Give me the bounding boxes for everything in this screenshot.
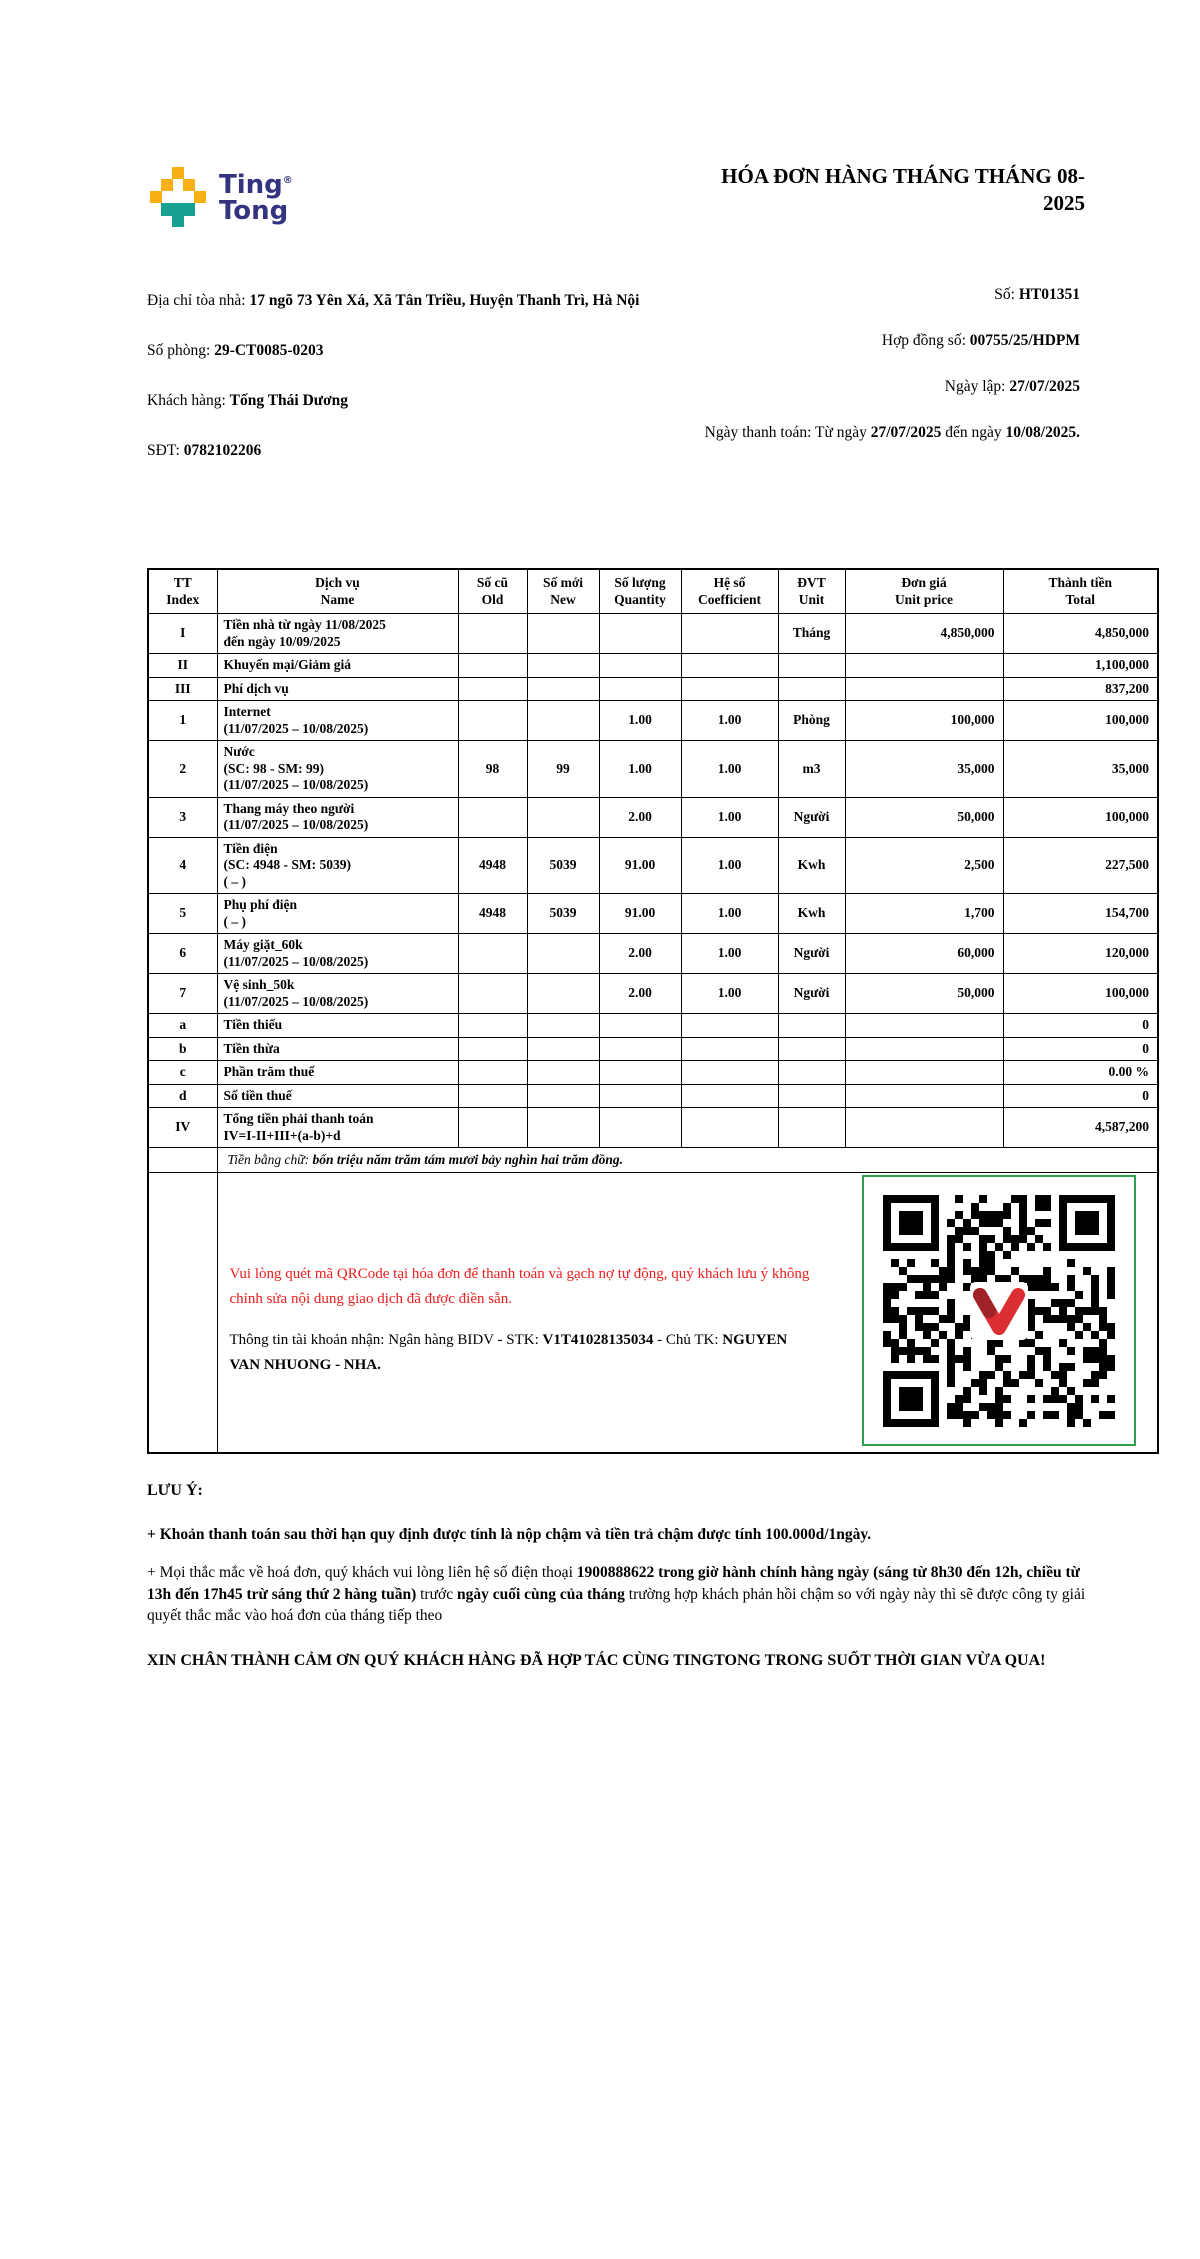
amount-in-words-row (148, 1148, 1158, 1173)
table-row: 4 Tiền điện (SC: 4948 - SM: 5039) ( – ) 4948 5039 91.00 1.00 Kwh 2,500 227,500 (148, 837, 1158, 894)
info-line: Số: HT01351 (994, 286, 1080, 303)
table-row: b Tiền thừa 0 (148, 1037, 1158, 1061)
table-row: 5 Phụ phí điện ( – ) 4948 5039 91.00 1.00 Kwh 1,700 154,700 (148, 894, 1158, 934)
column-header: ĐVT Unit (778, 569, 845, 614)
table-row: c Phần trăm thuế 0.00 % (148, 1061, 1158, 1085)
footer-notes (147, 1480, 1087, 1673)
thank-you-note: XIN CHÂN THÀNH CẢM ƠN QUÝ KHÁCH HÀNG ĐÃ HỢP TÁC CÙNG TINGTONG TRONG SUỐT THỜI GIAN VỪA QUA! (147, 1651, 1046, 1669)
table-row: II Khuyến mại/Giảm giá 1,100,000 (148, 654, 1158, 678)
column-header: Số cũ Old (458, 569, 527, 614)
tingtong-logo (150, 165, 293, 227)
column-header: Đơn giá Unit price (845, 569, 1003, 614)
table-row: a Tiền thiếu 0 (148, 1014, 1158, 1038)
table-row: d Số tiền thuế 0 (148, 1084, 1158, 1108)
payment-instructions (230, 1261, 820, 1377)
info-line: SĐT: 0782102206 (147, 442, 262, 459)
notes-heading: LƯU Ý: (147, 1482, 203, 1499)
table-row: 2 Nước (SC: 98 - SM: 99) (11/07/2025 – 10/08/2025) 98 99 1.00 1.00 m3 35,000 35,000 (148, 741, 1158, 798)
column-header: TT Index (148, 569, 217, 614)
column-header: Số mới New (527, 569, 599, 614)
invoice-table-header (148, 569, 1158, 614)
hotline-note: + Mọi thắc mắc về hoá đơn, quý khách vui lòng liên hệ số điện thoại 1900888622 trong giờ hành chính hàng ngày (sáng từ 8h30 đến 12h, chiều từ 13h đến 17h45 trừ sáng thứ 2 hàng tuần) trước ngày cuối cùng của tháng trường hợp khách phản hồi chậm so với ngày này thì sẽ được công ty giải quyết thắc mắc vào hoá đơn của tháng tiếp theo (147, 1564, 1086, 1624)
invoice-title: HÓA ĐƠN HÀNG THÁNG THÁNG 08- 2025 (721, 164, 1085, 215)
qr-code-image (883, 1195, 1115, 1427)
invoice-table (147, 568, 1159, 1454)
column-header: Số lượng Quantity (599, 569, 681, 614)
table-row: I Tiền nhà từ ngày 11/08/2025 đến ngày 10/09/2025 Tháng 4,850,000 4,850,000 (148, 614, 1158, 654)
table-row: 6 Máy giặt_60k (11/07/2025 – 10/08/2025) 2.00 1.00 Người 60,000 120,000 (148, 934, 1158, 974)
qr-row (148, 1173, 1158, 1454)
qr-code (862, 1175, 1136, 1446)
info-line: Ngày thanh toán: Từ ngày 27/07/2025 đến ngày 10/08/2025. (704, 424, 1080, 441)
tingtong-logo-icon (150, 165, 207, 227)
invoice-table-body (148, 614, 1158, 1148)
amount-in-words: Tiền bằng chữ: bốn triệu năm trăm tám mươi bảy nghìn hai trăm đồng. (217, 1148, 1158, 1173)
column-header: Thành tiền Total (1003, 569, 1158, 614)
table-row: 1 Internet (11/07/2025 – 10/08/2025) 1.00 1.00 Phòng 100,000 100,000 (148, 701, 1158, 741)
table-row: 7 Vệ sinh_50k (11/07/2025 – 10/08/2025) 2.00 1.00 Người 50,000 100,000 (148, 974, 1158, 1014)
info-line: Địa chỉ tòa nhà: 17 ngõ 73 Yên Xá, Xã Tân Triều, Huyện Thanh Trì, Hà Nội (147, 292, 640, 309)
column-header: Dịch vụ Name (217, 569, 458, 614)
info-line: Hợp đồng số: 00755/25/HDPM (881, 332, 1080, 349)
column-header: Hệ số Coefficient (681, 569, 778, 614)
late-payment-note: + Khoản thanh toán sau thời hạn quy định được tính là nộp chậm và tiền trả chậm được tính 100.000d/1ngày. (147, 1525, 872, 1543)
table-row: IV Tổng tiền phải thanh toán IV=I-II+III+(a-b)+d 4,587,200 (148, 1108, 1158, 1148)
customer-info (147, 285, 652, 485)
info-line: Số phòng: 29-CT0085-0203 (147, 342, 324, 359)
invoice-meta (690, 281, 1080, 465)
bank-account-info: Thông tin tài khoản nhận: Ngân hàng BIDV - STK: V1T41028135034 - Chủ TK: NGUYEN VAN NHUONG - NHA. (229, 1331, 788, 1373)
info-line: Khách hàng: Tống Thái Dương (147, 392, 349, 409)
info-line: Ngày lập: 27/07/2025 (944, 378, 1080, 395)
table-row: III Phí dịch vụ 837,200 (148, 677, 1158, 701)
table-row: 3 Thang máy theo người (11/07/2025 – 10/08/2025) 2.00 1.00 Người 50,000 100,000 (148, 797, 1158, 837)
tingtong-logo-text: Ting® Tong (219, 170, 293, 226)
qr-warning-text: Vui lòng quét mã QRCode tại hóa đơn để thanh toán và gạch nợ tự động, quý khách lưu ý không chỉnh sửa nội dung giao dịch đã được điền sẵn. (229, 1265, 810, 1307)
